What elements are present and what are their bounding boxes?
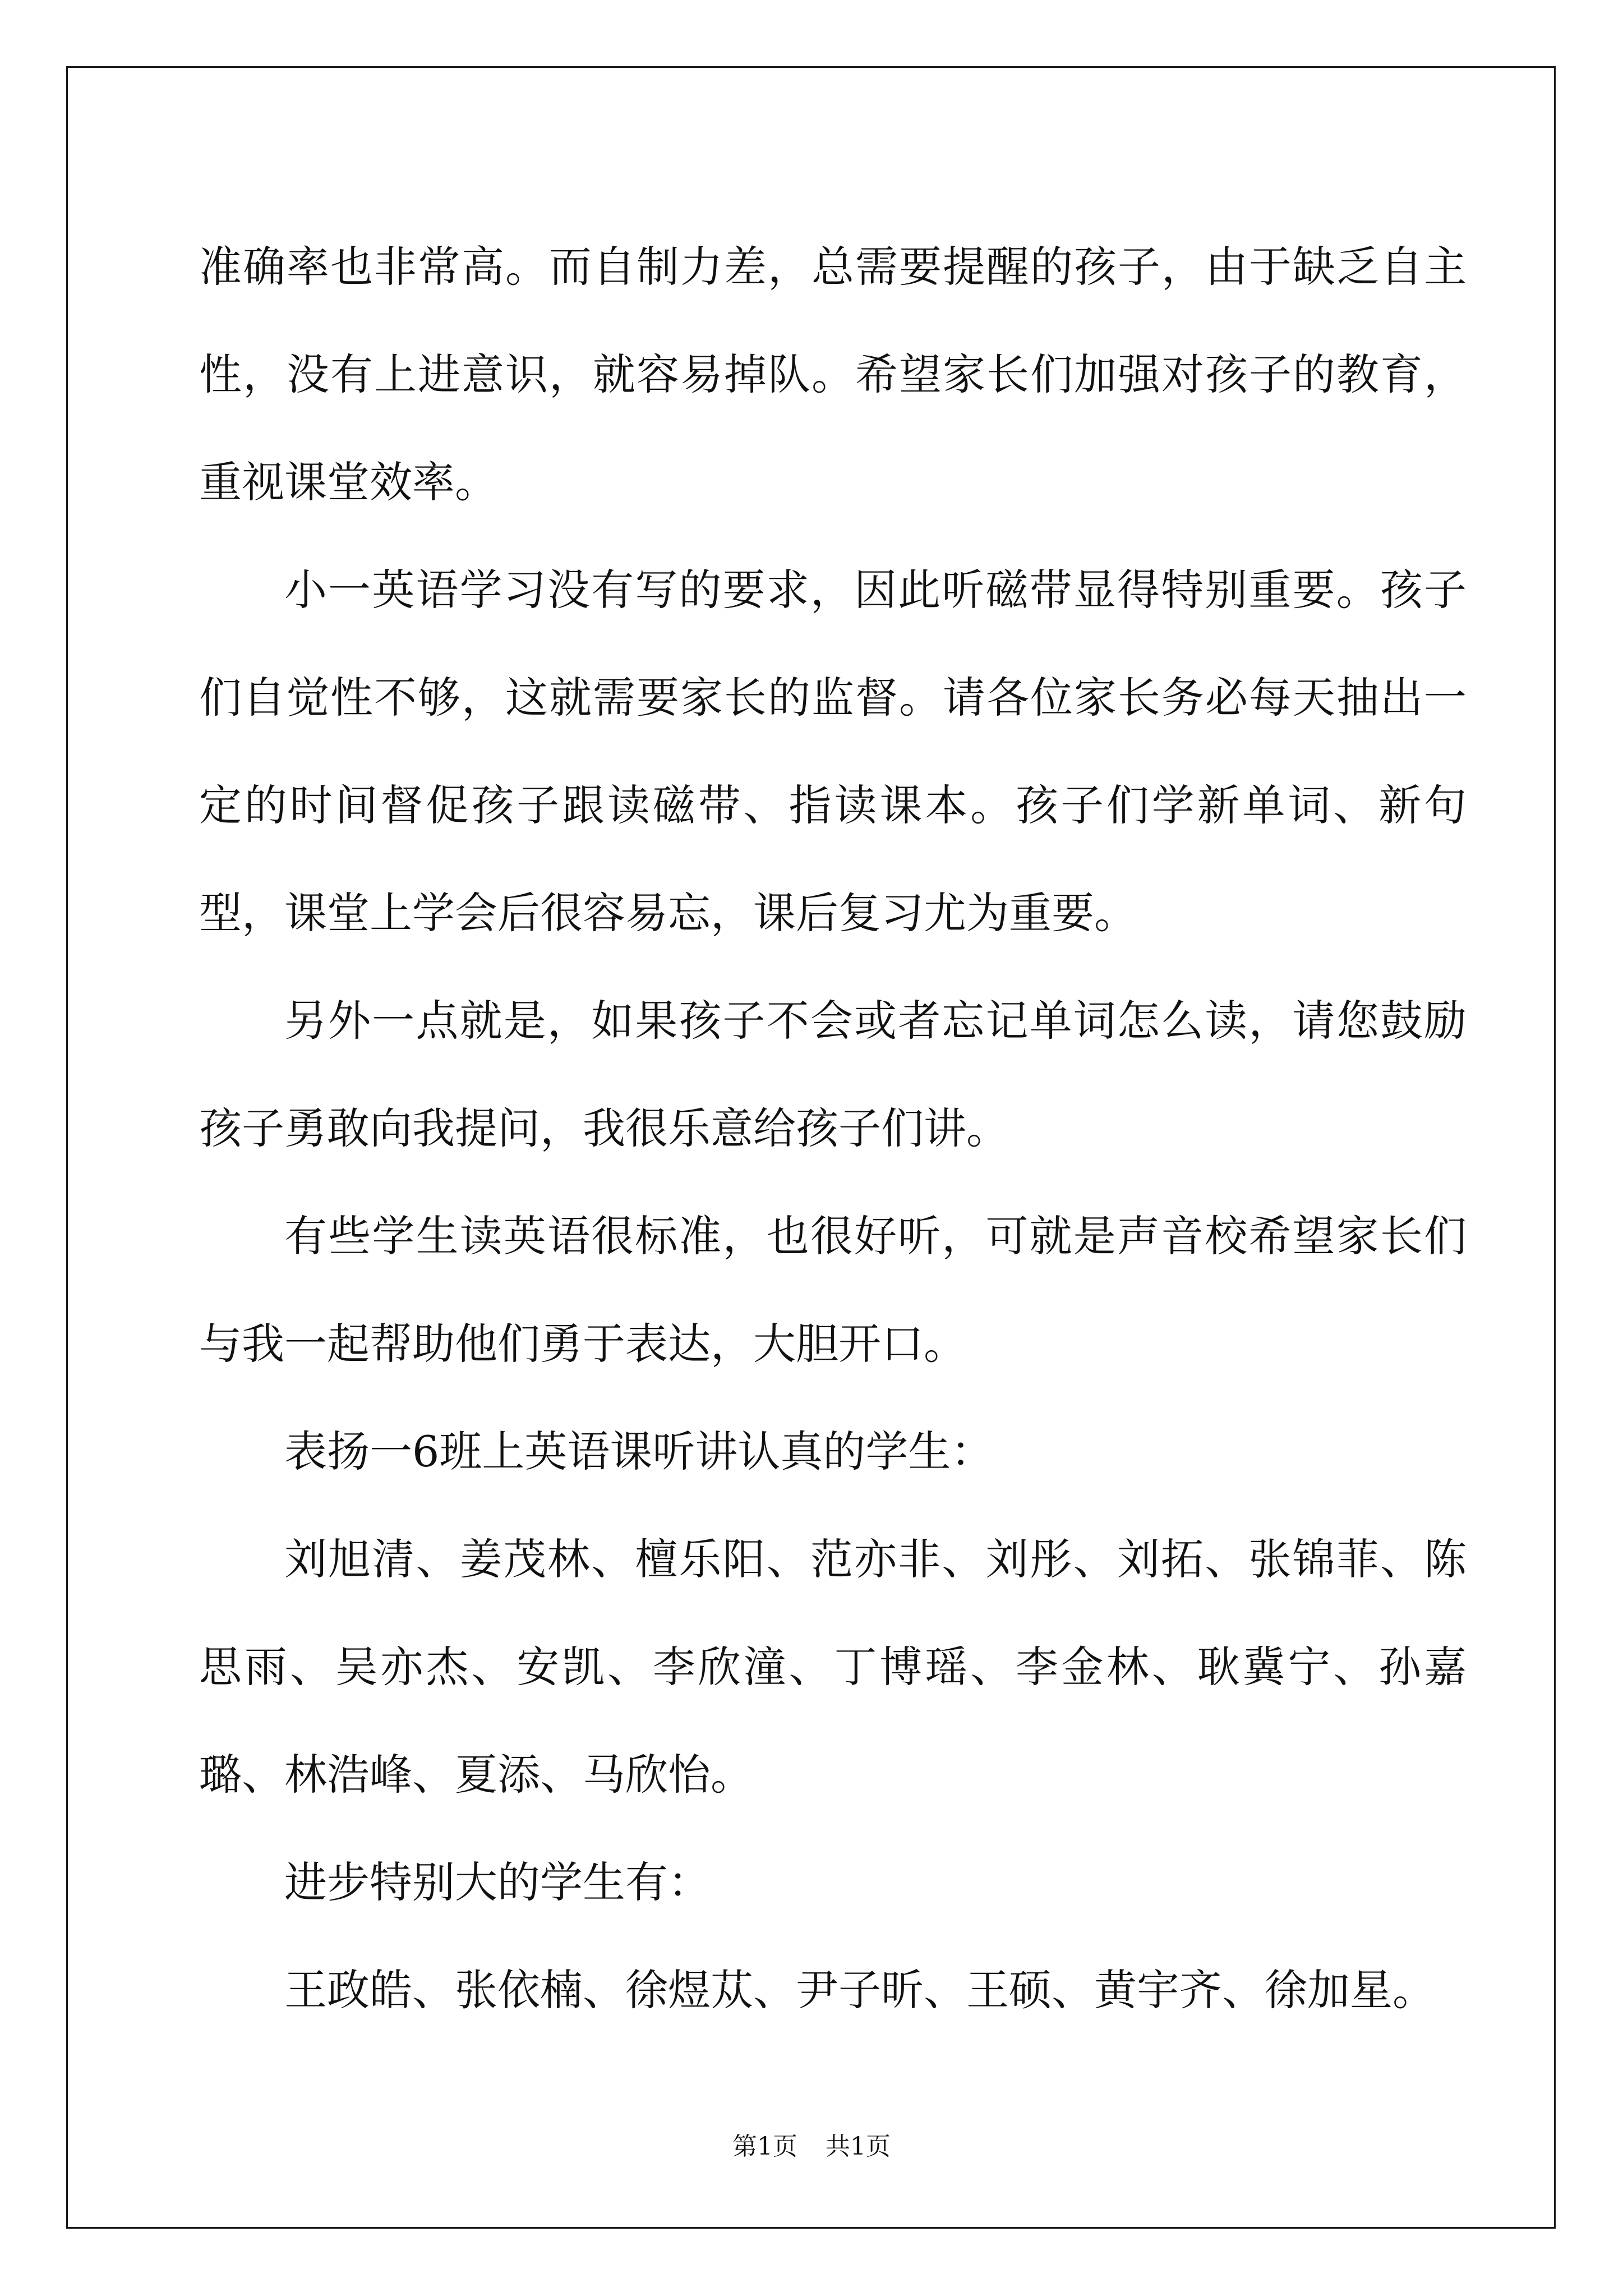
paragraph-7: 进步特别大的学生有：	[284, 1857, 711, 1907]
paragraph-5: 表扬一6班上英语课听讲认真的学生：	[284, 1427, 994, 1476]
paragraph-8: 王政皓、张依楠、徐煜苁、尹子昕、王硕、黄宇齐、徐加星。	[284, 1965, 1435, 2015]
page-footer	[0, 2126, 1623, 2162]
paragraph-4: 有些学生读英语很标准，也很好听，可就是声音校希望家长们与我一起帮助他们勇于表达，大胆开口。	[199, 1211, 1467, 1369]
document-body	[199, 213, 1467, 2044]
page-total: 共1页	[826, 2132, 891, 2161]
paragraph-6: 刘旭清、姜茂林、檀乐阳、范亦非、刘彤、刘拓、张锦菲、陈思雨、吴亦杰、安凯、李欣潼、丁博瑶、李金林、耿冀宁、孙嘉璐、林浩峰、夏添、马欣怡。	[199, 1534, 1467, 1800]
page-number: 第1页	[732, 2132, 797, 2161]
paragraph-2: 小一英语学习没有写的要求，因此听磁带显得特别重要。孩子们自觉性不够，这就需要家长的监督。请各位家长务必每天抽出一定的时间督促孩子跟读磁带、指读课本。孩子们学新单词、新句型，课堂上学会后很容易忘，课后复习尤为重要。	[199, 565, 1467, 938]
paragraph-1: 准确率也非常高。而自制力差，总需要提醒的孩子，由于缺乏自主性，没有上进意识，就容易掉队。希望家长们加强对孩子的教育，重视课堂效率。	[199, 242, 1467, 507]
paragraph-3: 另外一点就是，如果孩子不会或者忘记单词怎么读，请您鼓励孩子勇敢向我提问，我很乐意给孩子们讲。	[199, 996, 1467, 1153]
